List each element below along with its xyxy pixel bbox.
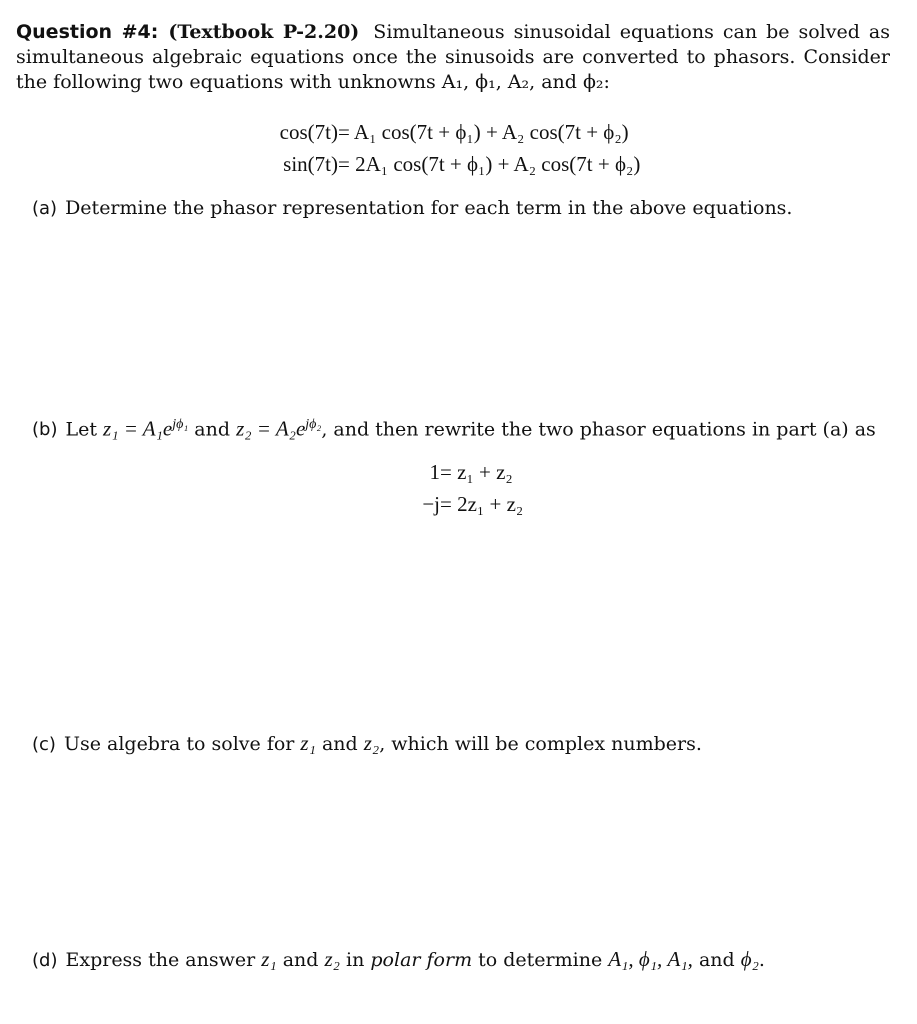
part-c xyxy=(32,731,702,757)
question-intro-text: Simultaneous sinusoidal equations can be solved as simultaneous algebraic equations once the sinusoids are converted to phasors. Consider the following two equations with unknowns A₁, ϕ₁, A₂, and ϕ₂: xyxy=(16,21,890,93)
equation-rhs: = 2A₁ cos(7t + ϕ₁) + A₂ cos(7t + ϕ₂) xyxy=(338,152,641,176)
question-intro xyxy=(16,20,890,95)
part-d xyxy=(32,947,765,973)
equation-lhs: sin(7t) xyxy=(283,152,338,176)
equation-row xyxy=(254,148,640,180)
part-d-label: (d) xyxy=(32,950,58,971)
equation-rhs: = A₁ cos(7t + ϕ₁) + A₂ cos(7t + ϕ₂) xyxy=(338,120,629,144)
equation-row xyxy=(412,456,523,488)
equation-system-2 xyxy=(412,456,523,520)
part-d-text: in xyxy=(339,949,371,971)
part-a-label: (a) xyxy=(32,198,58,219)
unknowns-list: A₁, ϕ₁, A₁, xyxy=(608,947,693,971)
part-b-text: Let xyxy=(65,418,104,441)
equation-row xyxy=(412,488,523,520)
z1-definition: z₁ = A₁e xyxy=(103,416,173,441)
part-d-text: and xyxy=(692,949,741,971)
part-c-label: (c) xyxy=(32,734,56,755)
part-a xyxy=(32,196,792,221)
z1-symbol: z₁ xyxy=(261,947,277,971)
equation-system-1 xyxy=(254,116,640,180)
part-c-text: , which will be complex numbers. xyxy=(379,733,702,755)
z2-symbol: z₂ xyxy=(324,947,340,971)
equation-rhs: = 2z₁ + z₂ xyxy=(440,492,524,516)
z1-exponent: jϕ₁ xyxy=(172,417,189,432)
part-d-text: to determine xyxy=(472,949,609,971)
z2-symbol: z₂ xyxy=(363,731,380,755)
equation-lhs: −j xyxy=(422,492,440,516)
question-label: Question #4: xyxy=(16,21,159,43)
polar-form-emphasis: polar form xyxy=(370,949,473,971)
part-c-text: and xyxy=(315,733,364,755)
question-source: (Textbook P-2.20) xyxy=(168,21,360,43)
part-d-text: and xyxy=(276,949,325,971)
part-b xyxy=(32,412,876,442)
part-a-text: Determine the phasor representation for each term in the above equations. xyxy=(65,197,793,219)
equation-rhs: = z₁ + z₂ xyxy=(440,460,513,484)
part-d-text: Express the answer xyxy=(65,949,262,971)
part-c-text: Use algebra to solve for xyxy=(63,733,301,755)
equation-lhs: cos(7t) xyxy=(279,120,338,144)
part-d-text: . xyxy=(758,949,765,971)
equation-lhs: 1 xyxy=(429,460,440,484)
part-b-label: (b) xyxy=(32,419,58,441)
z2-exponent: jϕ₂ xyxy=(305,417,322,432)
phi2-symbol: ϕ₂ xyxy=(740,947,759,971)
part-b-text: , and then rewrite the two phasor equations in part (a) as xyxy=(321,418,876,441)
equation-row xyxy=(254,116,640,148)
z2-definition: z₂ = A₂e xyxy=(236,416,306,441)
part-b-text: and xyxy=(188,418,237,441)
z1-symbol: z₁ xyxy=(300,731,316,755)
